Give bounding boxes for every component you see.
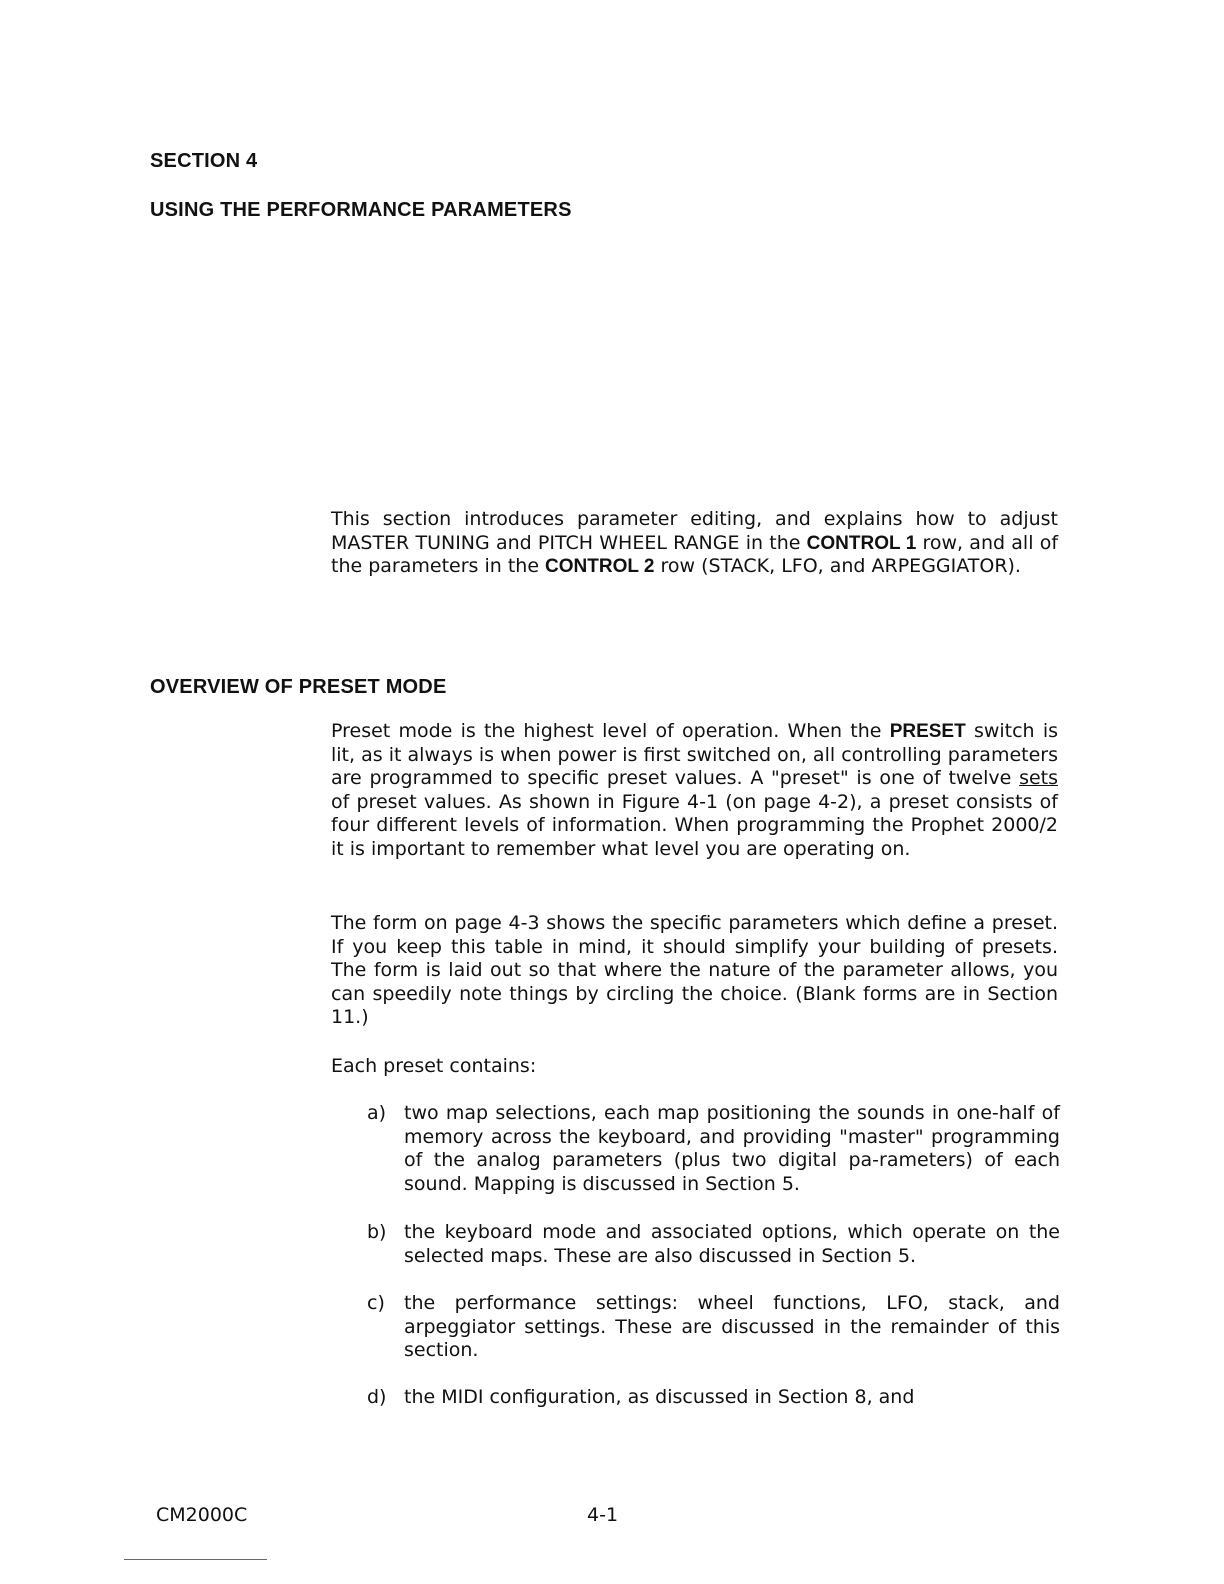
- intro-text-2: row, and all of the parameters in the: [331, 531, 1059, 578]
- bottom-rule: [124, 1559, 267, 1560]
- list-item-letter: c): [367, 1292, 385, 1314]
- list-item-text: two map selections, each map positioning the sounds in one-half of memory across the keyboard, and providing "master" programming of the analog parameters (plus two digital pa-rameters) of each sound. Mapping is discussed in Section 5.: [404, 1102, 1060, 1195]
- footer-page-number: 4-1: [587, 1504, 619, 1526]
- preset-text-2: switch is lit, as it always is when power is first switched on, all controlling parameters are programmed to specific preset values. A "preset" is one of twelve: [331, 720, 1058, 790]
- list-item-letter: b): [367, 1221, 387, 1243]
- list-item-text: the MIDI configuration, as discussed in Section 8, and: [404, 1386, 915, 1408]
- intro-control-2-keyword: CONTROL 2: [545, 556, 655, 578]
- section-label: SECTION 4: [150, 150, 258, 172]
- intro-control-1-keyword: CONTROL 1: [806, 532, 917, 554]
- list-item-letter: d): [367, 1386, 387, 1408]
- form-paragraph: The form on page 4-3 shows the specific parameters which define a preset. If you keep this table in mind, it should simplify your building of presets. The form is laid out so that where the nature of the parameter allows, you can speedily note things by circling the choice. (Blank forms are in Section 11.): [331, 912, 1058, 1029]
- footer-document-code: CM2000C: [156, 1504, 248, 1526]
- intro-paragraph: [331, 508, 1058, 579]
- intro-text-1: This section introduces parameter editing, and explains how to adjust MASTER TUNING and PITCH WHEEL RANGE in the: [331, 508, 1058, 554]
- preset-text-3: of preset values. As shown in Figure 4-1 (on page 4-2), a preset consists of four different levels of information. When programming the Prophet 2000/2 it is important to remember what level you are operating on.: [331, 790, 1058, 860]
- sets-underlined: sets: [1019, 767, 1058, 790]
- preset-text-1: Preset mode is the highest level of operation. When the: [331, 720, 890, 742]
- preset-keyword: PRESET: [889, 721, 966, 742]
- section-title: USING THE PERFORMANCE PARAMETERS: [150, 199, 572, 221]
- list-item-text: the performance settings: wheel functions, LFO, stack, and arpeggiator settings. These are discussed in the remainder of this section.: [404, 1292, 1060, 1362]
- list-item-letter: a): [367, 1102, 387, 1124]
- intro-text-3: row (STACK, LFO, and ARPEGGIATOR).: [654, 555, 1021, 578]
- overview-heading: OVERVIEW OF PRESET MODE: [150, 676, 447, 698]
- preset-mode-paragraph: [331, 720, 1058, 862]
- list-item-text: the keyboard mode and associated options, which operate on the selected maps. These are also discussed in Section 5.: [404, 1221, 1060, 1267]
- contains-paragraph: Each preset contains:: [331, 1055, 537, 1077]
